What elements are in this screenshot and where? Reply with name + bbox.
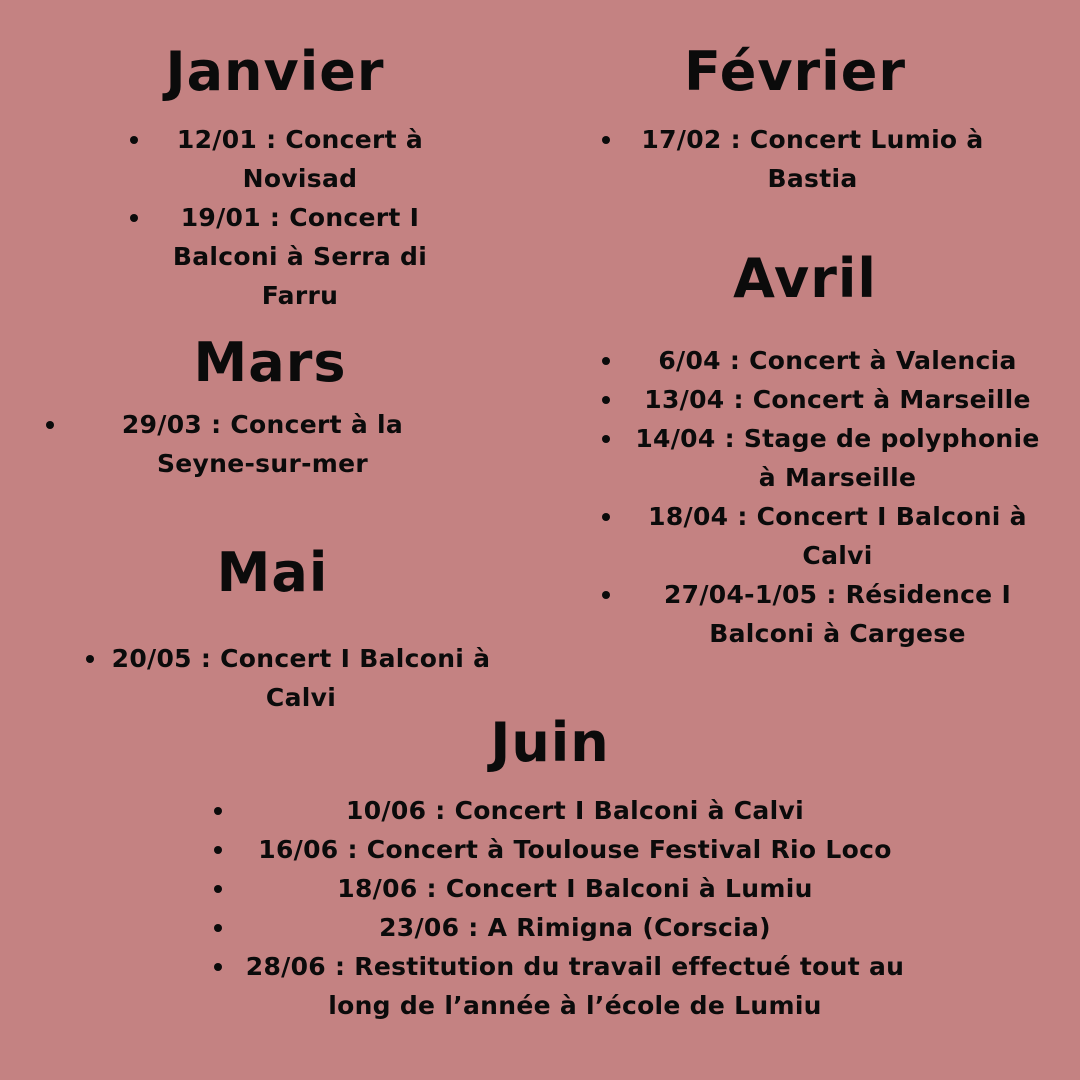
event-list-fevrier <box>585 120 1005 198</box>
event-text: 14/04 : Stage de polyphonie à Marseille <box>635 424 1040 492</box>
event-item <box>590 419 1050 497</box>
month-juin <box>200 713 920 1025</box>
event-text: 20/05 : Concert I Balconi à Calvi <box>111 644 491 712</box>
bullet-icon <box>214 924 222 932</box>
bullet-icon <box>602 357 610 365</box>
bullet-icon <box>602 136 610 144</box>
event-text: 19/01 : Concert I Balconi à Serra di Farru <box>172 203 428 310</box>
event-text: 27/04-1/05 : Résidence I Balconi à Cargese <box>663 580 1012 648</box>
event-text: 23/06 : A Rimigna (Corscia) <box>379 913 771 942</box>
month-mai <box>75 543 495 717</box>
month-title-juin: Juin <box>490 711 610 774</box>
month-avril <box>590 249 1050 653</box>
event-item <box>590 497 1050 575</box>
event-text: 6/04 : Concert à Valencia <box>658 346 1017 375</box>
event-text: 18/04 : Concert I Balconi à Calvi <box>648 502 1027 570</box>
event-item <box>200 908 920 947</box>
month-title-avril: Avril <box>733 247 877 310</box>
month-title-janvier: Janvier <box>165 40 385 103</box>
event-item <box>200 869 920 908</box>
month-fevrier <box>585 42 1005 198</box>
event-text: 12/01 : Concert à Novisad <box>176 125 424 193</box>
event-list-juin <box>200 791 920 1025</box>
event-text: 28/06 : Restitution du travail effectué tout au long de l’année à l’école de Lumiu <box>245 952 905 1020</box>
month-janvier <box>120 42 450 315</box>
month-mars <box>40 333 420 483</box>
event-item <box>200 947 920 1025</box>
bullet-icon <box>214 885 222 893</box>
event-item <box>40 405 420 483</box>
month-title-mars: Mars <box>193 331 347 394</box>
event-list-mai <box>75 639 495 717</box>
event-list-janvier <box>120 120 450 315</box>
month-title-fevrier: Février <box>684 40 906 103</box>
bullet-icon <box>46 421 54 429</box>
event-text: 10/06 : Concert I Balconi à Calvi <box>346 796 804 825</box>
event-item <box>120 198 450 315</box>
event-item <box>200 791 920 830</box>
event-text: 17/02 : Concert Lumio à Bastia <box>641 125 984 193</box>
event-list-avril <box>590 341 1050 653</box>
bullet-icon <box>602 435 610 443</box>
bullet-icon <box>130 136 138 144</box>
event-text: 16/06 : Concert à Toulouse Festival Rio Loco <box>258 835 892 864</box>
event-item <box>590 575 1050 653</box>
bullet-icon <box>602 396 610 404</box>
event-list-mars <box>40 405 420 483</box>
bullet-icon <box>602 513 610 521</box>
bullet-icon <box>214 846 222 854</box>
event-item <box>590 380 1050 419</box>
event-item <box>200 830 920 869</box>
event-text: 13/04 : Concert à Marseille <box>644 385 1031 414</box>
event-text: 29/03 : Concert à la Seyne-sur-mer <box>121 410 404 478</box>
event-item <box>75 639 495 717</box>
bullet-icon <box>86 655 94 663</box>
bullet-icon <box>130 214 138 222</box>
bullet-icon <box>214 807 222 815</box>
event-item <box>590 341 1050 380</box>
event-item <box>585 120 1005 198</box>
bullet-icon <box>602 591 610 599</box>
bullet-icon <box>214 963 222 971</box>
month-title-mai: Mai <box>216 541 329 604</box>
event-item <box>120 120 450 198</box>
event-text: 18/06 : Concert I Balconi à Lumiu <box>337 874 813 903</box>
